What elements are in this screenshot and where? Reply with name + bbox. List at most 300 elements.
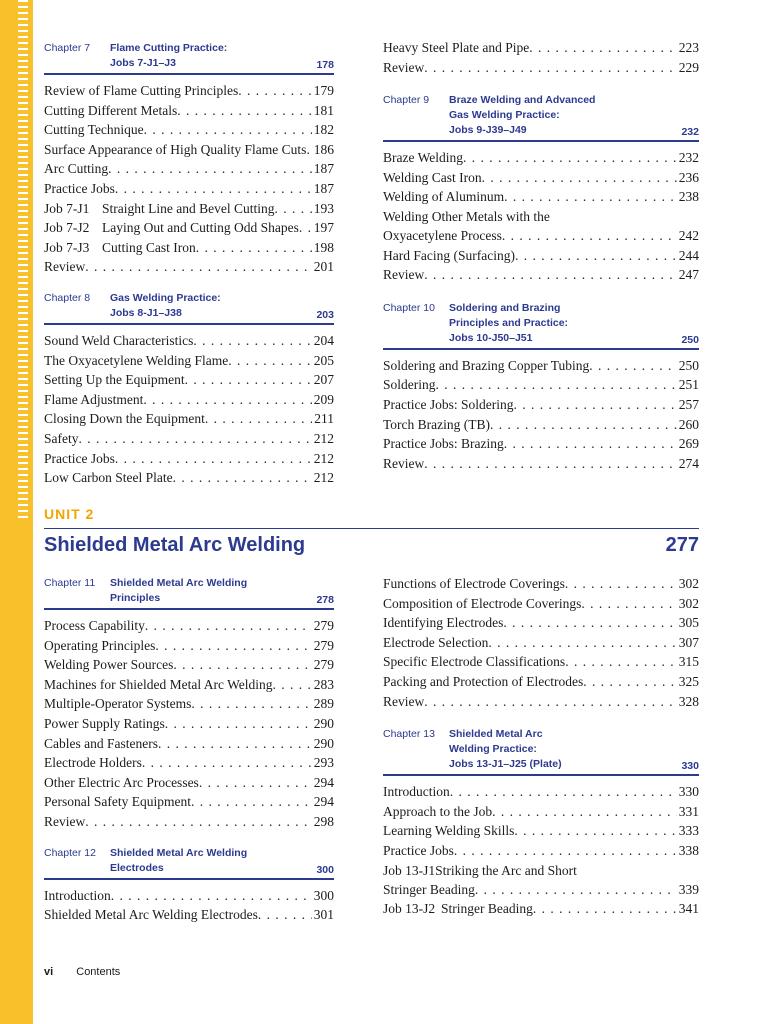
dot-leader: [185, 370, 312, 390]
entry-page: 305: [678, 615, 699, 631]
toc-entry[interactable]: [44, 636, 334, 656]
chapter-number: Chapter 10: [383, 301, 435, 314]
chapter-title: Shielded Metal Arc: [449, 728, 543, 741]
dot-leader: [143, 390, 311, 410]
entry-title: The Oxyacetylene Welding Flame: [44, 352, 229, 368]
entry-page: 232: [678, 150, 699, 166]
entry-page: 290: [313, 735, 334, 751]
entry-title: Review: [44, 259, 86, 275]
toc-entry[interactable]: [383, 782, 699, 802]
dot-leader: [454, 841, 677, 861]
entry-page: 279: [313, 618, 334, 633]
sidebar-accent-bar: [0, 0, 33, 1024]
dot-leader: [504, 434, 677, 454]
footer-label: Contents: [76, 966, 121, 978]
dot-leader: [115, 179, 312, 199]
entry-page: 338: [678, 842, 699, 858]
entry-title: Learning Welding Skills: [383, 823, 515, 839]
entry-page: 204: [313, 332, 334, 348]
entry-title: Other Electric Arc Processes: [44, 774, 199, 790]
chapter-page: 250: [681, 333, 699, 346]
toc-entry[interactable]: [44, 734, 334, 754]
entry-title: Surface Appearance of High Quality Flame Cuts: [44, 141, 307, 157]
toc-entry[interactable]: [44, 351, 334, 371]
toc-entry[interactable]: [383, 434, 699, 454]
entry-page: 212: [313, 450, 334, 466]
toc-entry[interactable]: [383, 454, 699, 474]
dot-leader: [274, 199, 311, 219]
job-id: Job 13-J2: [383, 901, 436, 917]
dot-leader: [177, 101, 312, 121]
chapter-11-heading[interactable]: [44, 576, 334, 610]
chapter-title: Jobs 7-J1–J3: [110, 57, 176, 69]
entry-title: Cables and Fasteners: [44, 735, 158, 751]
dot-leader: [191, 694, 311, 714]
unit-page: 277: [665, 534, 699, 556]
entry-title: Functions of Electrode Coverings: [383, 576, 565, 591]
unit-label: UNIT 2: [44, 506, 95, 522]
dot-leader: [514, 821, 676, 841]
chapter-number: Chapter 7: [44, 42, 91, 54]
dot-leader: [158, 734, 312, 754]
chapter-title: Jobs 8-J1–J38: [110, 306, 182, 319]
entry-page: 294: [313, 794, 334, 810]
toc-entry[interactable]: [44, 905, 334, 925]
entry-title: Torch Brazing (TB): [383, 416, 491, 432]
entry-title: Welding Power Sources: [44, 657, 174, 673]
entry-title: Job 7-J3 Cutting Cast Iron: [44, 238, 196, 258]
toc-entry[interactable]: [44, 390, 334, 410]
toc-entry[interactable]: [383, 672, 699, 692]
entry-page: 279: [313, 657, 334, 673]
toc-entry[interactable]: [383, 148, 699, 168]
chapter-10-heading[interactable]: [383, 301, 699, 350]
toc-entry[interactable]: [383, 821, 699, 841]
chapter-7-entries: [44, 81, 334, 277]
dot-leader: [581, 594, 676, 614]
entry-page: 315: [678, 654, 699, 670]
entry-page: 302: [678, 595, 699, 611]
entry-page: 289: [313, 696, 334, 712]
toc-entry[interactable]: [383, 880, 699, 900]
entry-page: 274: [678, 455, 699, 471]
chapter-9-entries-continued: [383, 226, 699, 285]
toc-entry[interactable]: [44, 238, 334, 258]
dot-leader: [85, 812, 312, 832]
chapter-title: Welding Practice:: [449, 743, 537, 756]
toc-entry[interactable]: [383, 265, 699, 285]
toc-entry[interactable]: [44, 714, 334, 734]
entry-title: Electrode Selection: [383, 634, 489, 650]
toc-entry[interactable]: [383, 899, 699, 919]
entry-page: 331: [678, 803, 699, 819]
page-number: vi: [44, 966, 54, 978]
dot-leader: [565, 574, 677, 594]
toc-entry[interactable]: [383, 356, 699, 376]
toc-entry[interactable]: [383, 38, 699, 58]
entry-title: Arc Cutting: [44, 161, 109, 177]
entry-title: Job 7-J1 Straight Line and Bevel Cutting: [44, 199, 274, 219]
chapter-page: 330: [681, 760, 699, 773]
toc-entry[interactable]: [383, 574, 699, 594]
dot-leader: [424, 58, 677, 78]
dot-leader: [155, 636, 311, 656]
toc-entry[interactable]: [383, 802, 699, 822]
entry-page: 179: [313, 83, 334, 98]
entry-title: Packing and Protection of Electrodes: [383, 673, 584, 689]
toc-entry[interactable]: [383, 415, 699, 435]
job-id: Job 7-J3: [44, 239, 90, 255]
dot-leader: [299, 218, 312, 238]
entry-page: 186: [313, 141, 334, 157]
entry-title: Cutting Different Metals: [44, 102, 178, 118]
entry-page: 279: [313, 637, 334, 653]
chapter-11-entries: [44, 616, 334, 832]
entry-page: 244: [678, 247, 699, 263]
toc-entry[interactable]: [383, 246, 699, 266]
dot-leader: [273, 675, 312, 695]
toc-entry[interactable]: [44, 753, 334, 773]
toc-entry[interactable]: [383, 652, 699, 672]
dot-leader: [502, 226, 677, 246]
entry-title: Introduction: [383, 784, 450, 800]
entry-page: 250: [678, 357, 699, 373]
toc-entry[interactable]: [44, 468, 334, 488]
job-id: Job 7-J2: [44, 220, 90, 236]
entry-page: 242: [678, 227, 699, 243]
toc-entry[interactable]: [44, 655, 334, 675]
dot-leader: [191, 792, 312, 812]
dot-leader: [79, 429, 312, 449]
dot-leader: [533, 899, 677, 919]
entry-page: 293: [313, 755, 334, 771]
entry-page: 330: [678, 784, 699, 800]
entry-title: Braze Welding: [383, 150, 464, 166]
toc-column-top-left: [44, 41, 334, 488]
entry-page: 187: [313, 180, 334, 196]
dot-leader: [490, 415, 677, 435]
entry-page: 251: [678, 377, 699, 393]
toc-column-top-right: [383, 38, 699, 473]
dot-leader: [144, 120, 312, 140]
entry-page: 307: [678, 634, 699, 650]
chapter-12-heading[interactable]: [44, 846, 334, 880]
dot-leader: [173, 468, 312, 488]
chapter-title: Gas Welding Practice:: [110, 291, 221, 304]
chapter-title: Principles: [110, 592, 161, 604]
entry-title: Review: [44, 813, 86, 829]
chapter-number: Chapter 13: [383, 728, 435, 741]
toc-entry[interactable]: [383, 168, 699, 188]
dot-leader: [424, 454, 677, 474]
toc-entry[interactable]: [383, 692, 699, 712]
entry-title: Closing Down the Equipment: [44, 411, 205, 427]
chapter-title: Braze Welding and Advanced: [449, 94, 596, 107]
chapter-title: Principles and Practice:: [449, 316, 569, 329]
unit-title[interactable]: Shielded Metal Arc Welding: [44, 534, 306, 556]
chapter-13-entries-continued: [383, 880, 699, 919]
toc-entry[interactable]: [44, 616, 334, 636]
dot-leader: [488, 633, 676, 653]
chapter-8-heading[interactable]: [44, 291, 334, 325]
dot-leader: [145, 616, 312, 636]
entry-title: Job 13-J2 Stringer Beading: [383, 899, 533, 919]
toc-entry[interactable]: [44, 773, 334, 793]
toc-entry[interactable]: [383, 226, 699, 246]
toc-entry[interactable]: [383, 594, 699, 614]
chapter-title: Shielded Metal Arc Welding: [110, 846, 248, 859]
chapter-9-entries: [383, 148, 699, 207]
toc-entry[interactable]: [44, 675, 334, 695]
chapter-13-heading[interactable]: [383, 727, 699, 776]
job-id: Job 13-J1: [383, 862, 436, 878]
entry-title: Multiple-Operator Systems: [44, 696, 192, 712]
entry-page: 257: [678, 396, 699, 412]
entry-title: Review: [383, 693, 425, 709]
entry-title: Introduction: [44, 887, 111, 903]
entry-page: 328: [678, 693, 699, 709]
toc-entry[interactable]: [44, 886, 334, 906]
entry-title: Welding of Aluminum: [383, 189, 505, 205]
dot-leader: [565, 652, 677, 672]
toc-entry[interactable]: [44, 199, 334, 219]
entry-title: Power Supply Ratings: [44, 715, 165, 731]
chapter-13-entries: [383, 782, 699, 860]
toc-entry[interactable]: [44, 140, 334, 160]
toc-entry-wrapped-line[interactable]: [383, 861, 699, 880]
dot-leader: [583, 672, 677, 692]
entry-page: 238: [678, 189, 699, 205]
entry-title: Soldering and Brazing Copper Tubing: [383, 357, 590, 373]
entry-page: 300: [313, 887, 334, 903]
entry-page: 229: [678, 59, 699, 75]
chapter-9-heading[interactable]: [383, 93, 699, 142]
toc-entry[interactable]: [44, 257, 334, 277]
entry-title: Oxyacetylene Process: [383, 227, 502, 243]
entry-title: Review: [383, 59, 425, 75]
entry-page: 294: [313, 774, 334, 790]
chapter-12-entries: [44, 886, 334, 925]
entry-title: Review: [383, 267, 425, 283]
entry-page: 205: [313, 352, 334, 368]
dot-leader: [108, 159, 312, 179]
entry-title: Shielded Metal Arc Welding Electrodes: [44, 907, 258, 923]
dot-leader: [205, 409, 312, 429]
dot-leader: [424, 265, 677, 285]
entry-title: Low Carbon Steel Plate: [44, 470, 173, 486]
entry-title: Striking the Arc and Short: [435, 862, 577, 878]
dot-leader: [492, 802, 677, 822]
chapter-title: Jobs 10-J50–J51: [449, 331, 533, 344]
entry-title: Process Capability: [44, 618, 145, 633]
entry-title: Sound Weld Characteristics: [44, 332, 194, 348]
entry-page: 298: [313, 813, 334, 829]
chapter-title: Electrodes: [110, 861, 164, 874]
chapter-page: 278: [316, 594, 334, 606]
entry-title: Operating Principles: [44, 637, 156, 653]
entry-page: 212: [313, 470, 334, 486]
chapter-7-heading[interactable]: [44, 41, 334, 75]
entry-title: Heavy Steel Plate and Pipe: [383, 40, 530, 55]
dot-leader: [482, 168, 677, 188]
dot-leader: [475, 880, 677, 900]
entry-page: 333: [678, 823, 699, 839]
toc-entry[interactable]: [383, 375, 699, 395]
dot-leader: [193, 331, 311, 351]
entry-title: Machines for Shielded Metal Arc Welding: [44, 676, 273, 692]
dot-leader: [436, 375, 677, 395]
sidebar-tick-marks: [18, 0, 28, 520]
toc-entry[interactable]: [383, 58, 699, 78]
toc-entry[interactable]: [44, 218, 334, 238]
entry-title: Practice Jobs: [44, 450, 115, 466]
dot-leader: [173, 655, 311, 675]
toc-entry[interactable]: [383, 395, 699, 415]
chapter-page: 300: [316, 863, 334, 876]
toc-entry[interactable]: [44, 120, 334, 140]
chapter-number: Chapter 8: [44, 291, 91, 304]
dot-leader: [165, 714, 312, 734]
toc-entry[interactable]: [44, 370, 334, 390]
chapter-page: 203: [316, 308, 334, 321]
page-footer: [44, 966, 120, 978]
dot-leader: [515, 246, 677, 266]
entry-title: Setting Up the Equipment: [44, 372, 185, 388]
entry-title: Hard Facing (Surfacing): [383, 247, 515, 263]
continued-entries: [383, 574, 699, 711]
chapter-title: Soldering and Brazing: [449, 301, 561, 314]
entry-page: 301: [313, 907, 334, 923]
entry-page: 290: [313, 715, 334, 731]
entry-title: Practice Jobs: Soldering: [383, 396, 514, 412]
entry-title: Flame Adjustment: [44, 391, 144, 407]
dot-leader: [238, 81, 312, 101]
entry-page: 198: [313, 239, 334, 255]
entry-page: 341: [678, 901, 699, 917]
entry-page: 197: [313, 220, 334, 236]
entry-title: Welding Cast Iron: [383, 169, 482, 185]
toc-entry[interactable]: [383, 187, 699, 207]
entry-page: 302: [678, 576, 699, 591]
dot-leader: [258, 905, 312, 925]
entry-page: 187: [313, 161, 334, 177]
entry-title: Approach to the Job: [383, 803, 493, 819]
entry-title: Stringer Beading: [383, 881, 475, 897]
entry-page: 283: [313, 676, 334, 692]
entry-title: Safety: [44, 430, 79, 446]
entry-title: Review: [383, 455, 425, 471]
toc-column-bottom-left: [44, 576, 334, 925]
entry-page: 212: [313, 430, 334, 446]
toc-entry[interactable]: [44, 449, 334, 469]
chapter-page: 232: [681, 126, 699, 139]
toc-entry[interactable]: [44, 179, 334, 199]
toc-entry[interactable]: [44, 331, 334, 351]
chapter-number: Chapter 11: [44, 577, 96, 589]
chapter-title: Shielded Metal Arc Welding: [110, 577, 248, 589]
toc-entry[interactable]: [44, 429, 334, 449]
toc-entry-wrapped-line[interactable]: Welding Other Metals with the: [383, 208, 550, 224]
entry-title: Personal Safety Equipment: [44, 794, 191, 810]
entry-title: Identifying Electrodes: [383, 615, 504, 631]
chapter-10-entries: [383, 356, 699, 474]
entry-page: 325: [678, 673, 699, 689]
toc-entry[interactable]: [383, 633, 699, 653]
entry-title: Practice Jobs: [44, 180, 115, 196]
entry-title: Practice Jobs: Brazing: [383, 436, 504, 452]
chapter-number: Chapter 12: [44, 846, 96, 859]
entry-page: 211: [314, 411, 334, 427]
dot-leader: [111, 886, 312, 906]
toc-entry[interactable]: [383, 613, 699, 633]
dot-leader: [463, 148, 677, 168]
dot-leader: [142, 753, 312, 773]
entry-title: Job 7-J2 Laying Out and Cutting Odd Shapes: [44, 218, 299, 238]
entry-page: 247: [678, 267, 699, 283]
entry-page: 207: [313, 372, 334, 388]
entry-page: 260: [678, 416, 699, 432]
entry-page: 201: [313, 259, 334, 275]
chapter-title: Jobs 13-J1–J25 (Plate): [449, 758, 562, 771]
job-id: Job 7-J1: [44, 200, 90, 216]
toc-entry[interactable]: [44, 694, 334, 714]
dot-leader: [450, 782, 677, 802]
entry-page: 193: [313, 200, 334, 216]
dot-leader: [199, 773, 312, 793]
chapter-title: Gas Welding Practice:: [449, 109, 560, 122]
dot-leader: [115, 449, 312, 469]
entry-page: 209: [313, 391, 334, 407]
toc-entry[interactable]: [44, 159, 334, 179]
entry-title: Review of Flame Cutting Principles: [44, 83, 239, 98]
dot-leader: [504, 187, 677, 207]
entry-title: Specific Electrode Classifications: [383, 654, 566, 670]
toc-entry[interactable]: [44, 101, 334, 121]
dot-leader: [196, 238, 312, 258]
entry-page: 339: [678, 881, 699, 897]
toc-entry[interactable]: [44, 409, 334, 429]
dot-leader: [529, 38, 677, 58]
chapter-title: Flame Cutting Practice:: [110, 42, 228, 54]
entry-page: 182: [313, 122, 334, 138]
dot-leader: [589, 356, 677, 376]
entry-page: 181: [313, 102, 334, 118]
chapter-page: 178: [316, 59, 334, 71]
dot-leader: [503, 613, 676, 633]
entry-page: 223: [678, 40, 699, 55]
toc-entry[interactable]: [383, 841, 699, 861]
chapter-title: Jobs 9-J39–J49: [449, 124, 527, 137]
toc-entry[interactable]: [44, 792, 334, 812]
unit-divider: [44, 528, 699, 529]
chapter-number: Chapter 9: [383, 94, 430, 107]
toc-entry[interactable]: [44, 81, 334, 101]
dot-leader: [228, 351, 312, 371]
entry-title: Composition of Electrode Coverings: [383, 595, 582, 611]
toc-column-bottom-right: [383, 574, 699, 919]
dot-leader: [85, 257, 312, 277]
entry-title: Electrode Holders: [44, 755, 142, 771]
entry-title: Cutting Technique: [44, 122, 144, 138]
entry-title: Practice Jobs: [383, 842, 454, 858]
dot-leader: [513, 395, 676, 415]
entry-page: 236: [678, 169, 699, 185]
entry-title: Soldering: [383, 377, 436, 393]
entry-page: 269: [678, 436, 699, 452]
toc-entry[interactable]: [44, 812, 334, 832]
dot-leader: [424, 692, 677, 712]
continued-entries: [383, 38, 699, 77]
